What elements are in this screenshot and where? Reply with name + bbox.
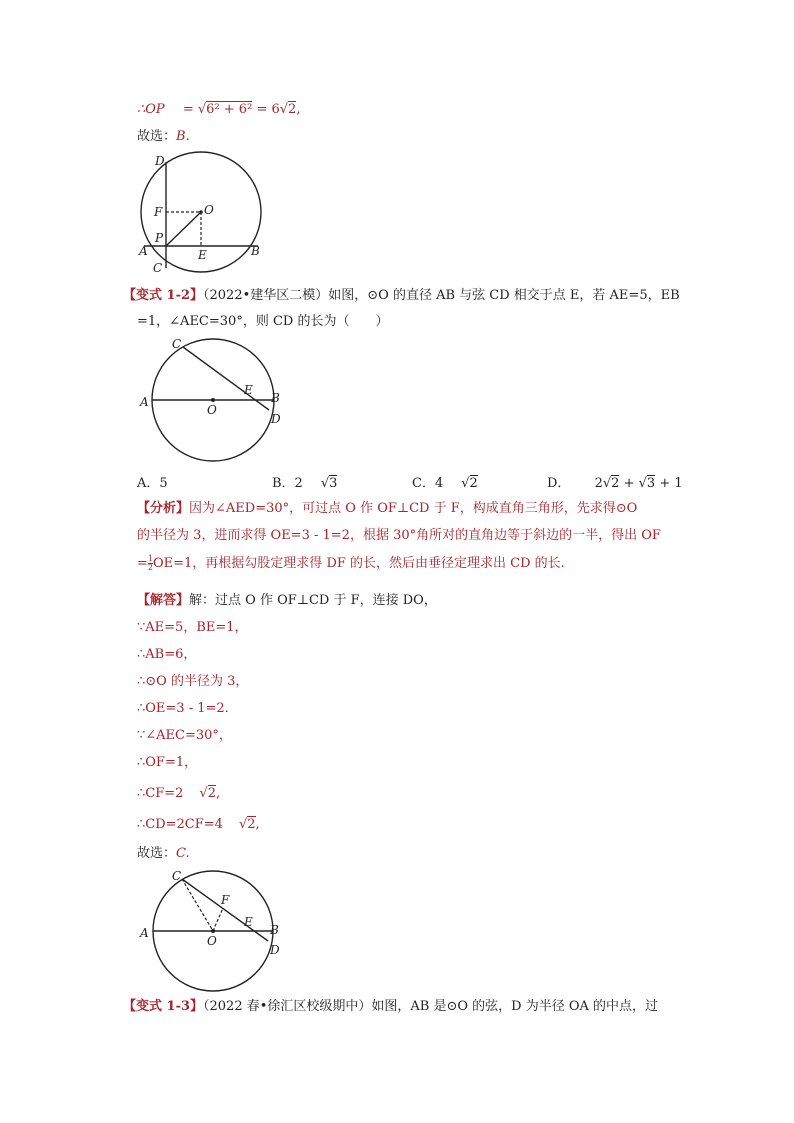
analysis-line-2: 的半径为 3，进而求得 OE=3 - 1=2，根据 30°角所对的直角边等于斜边的一半，得出 OF [137, 528, 661, 543]
analysis-line-3 [137, 555, 565, 573]
eq-sign: = [137, 556, 148, 571]
option-d-root2: 3 [646, 476, 656, 491]
label-d: D [155, 154, 165, 168]
solution-step: ∴AB=6， [137, 647, 197, 662]
variant-text: （2022•建华区二模）如图，⊙O 的直径 AB 与弦 CD 相交于点 E，若 AE=5，EB [203, 288, 680, 303]
label-b: B [270, 923, 279, 937]
label-e: E [198, 248, 207, 262]
variant-1-3-line-1 [123, 998, 658, 1016]
label-f: F [221, 893, 230, 907]
option-b-text: B．2 [272, 476, 303, 491]
variant-text: （2022 春•徐汇区校级期中）如图，AB 是⊙O 的弦，D 为半径 OA 的中点，过 [203, 999, 659, 1014]
variant-tag: 【变式 1-3】 [123, 999, 204, 1014]
center-dot [211, 929, 215, 933]
figure-circle-2 [140, 336, 290, 466]
choice-answer: C. [176, 846, 190, 861]
label-a: A [140, 926, 149, 940]
op-equation [137, 101, 300, 119]
option-d-text: D． [547, 476, 571, 491]
figure-circle-1 [140, 150, 270, 280]
solution-cf: ∴CF=2 √2, [137, 786, 221, 801]
option-d[interactable]: D． 2√2 + √3 + 1 [547, 476, 683, 491]
sqrt-sign-2: √ [279, 102, 289, 117]
label-c: C [172, 869, 182, 883]
solution-step: ∵∠AEC=30°， [137, 728, 232, 743]
cf-text: ∴CF=2 [137, 786, 184, 801]
option-c-text: C．4 [412, 476, 444, 491]
option-d-coef: 2 [594, 476, 603, 491]
solution-step: ∴OF=1， [137, 755, 198, 770]
label-b: B [271, 391, 280, 405]
label-e: E [244, 383, 253, 397]
segment-po [166, 212, 201, 246]
figure-circle-3 [140, 868, 290, 993]
punct: , [215, 786, 221, 801]
label-d: D [270, 943, 280, 957]
option-d-plus: + [623, 476, 635, 491]
analysis-line-1 [137, 500, 637, 518]
eq-sign: = [182, 102, 194, 117]
fraction-half: $\frac{1}{2}$ [147, 554, 153, 572]
option-c[interactable]: C．4 √2 [412, 476, 478, 491]
sqrt-sign: √ [197, 102, 207, 117]
label-d: D [271, 412, 281, 426]
cf-root: 2 [207, 786, 216, 801]
variant-1-2-line-1 [123, 287, 680, 305]
label-p: P [155, 231, 164, 245]
center-dot [199, 210, 203, 214]
label-c: C [172, 337, 182, 351]
option-c-root: 2 [469, 476, 478, 491]
label-o: O [207, 934, 217, 948]
center-dot [211, 398, 215, 402]
op-label: ∴OP [137, 102, 165, 117]
label-e: E [244, 915, 253, 929]
analysis-text-3: OE=1，再根据勾股定理求得 DF 的长，然后由垂径定理求出 CD 的长. [153, 556, 565, 571]
label-c: C [153, 261, 163, 275]
solution-head-text: 解：过点 O 作 OF⊥CD 于 F，连接 DO， [189, 593, 437, 608]
choice-line-1 [137, 128, 190, 146]
solution-step: ∴⊙O 的半径为 3， [137, 674, 249, 689]
cd-text: ∴CD=2CF=4 [137, 817, 223, 832]
solution-tag: 【解答】 [137, 593, 190, 608]
label-a: A [139, 244, 148, 258]
solution-cd: ∴CD=2CF=4 √2, [137, 817, 260, 832]
option-a[interactable]: A．5 [137, 476, 168, 491]
solution-step: ∵AE=5，BE=1， [137, 620, 248, 635]
choice-label: 故选： [137, 846, 177, 861]
dash-of [213, 908, 223, 931]
punct: , [296, 102, 301, 117]
label-o: O [204, 203, 214, 217]
variant-tag: 【变式 1-2】 [123, 288, 204, 303]
sqrt-radicand-2: 2 [288, 102, 297, 117]
analysis-text-1: 因为∠AED=30°，可过点 O 作 OF⊥CD 于 F，构成直角三角形，先求得⊙O [189, 501, 638, 516]
label-o: O [207, 403, 217, 417]
label-b: B [251, 244, 260, 258]
cd-root: 2 [247, 817, 256, 832]
choice-label: 故选： [137, 129, 177, 144]
label-f: F [154, 205, 163, 219]
sqrt-radicand: 6² + 6² [206, 102, 253, 117]
solution-head [137, 592, 437, 610]
choice-answer: B. [176, 129, 190, 144]
option-b-root: 3 [329, 476, 338, 491]
option-d-root1: 2 [611, 476, 620, 491]
variant-1-2-line-2: =1，∠AEC=30°，则 CD 的长为（ ） [137, 314, 389, 329]
choice-line-2 [137, 845, 190, 863]
dash-co [182, 879, 213, 931]
op-result: = 6 [256, 102, 280, 117]
analysis-tag: 【分析】 [137, 501, 190, 516]
option-b[interactable]: B．2 √3 [272, 476, 338, 491]
solution-step: ∴OE=3 - 1=2. [137, 701, 229, 716]
option-d-end: + 1 [659, 476, 683, 491]
label-a: A [140, 395, 149, 409]
punct: , [255, 817, 260, 832]
